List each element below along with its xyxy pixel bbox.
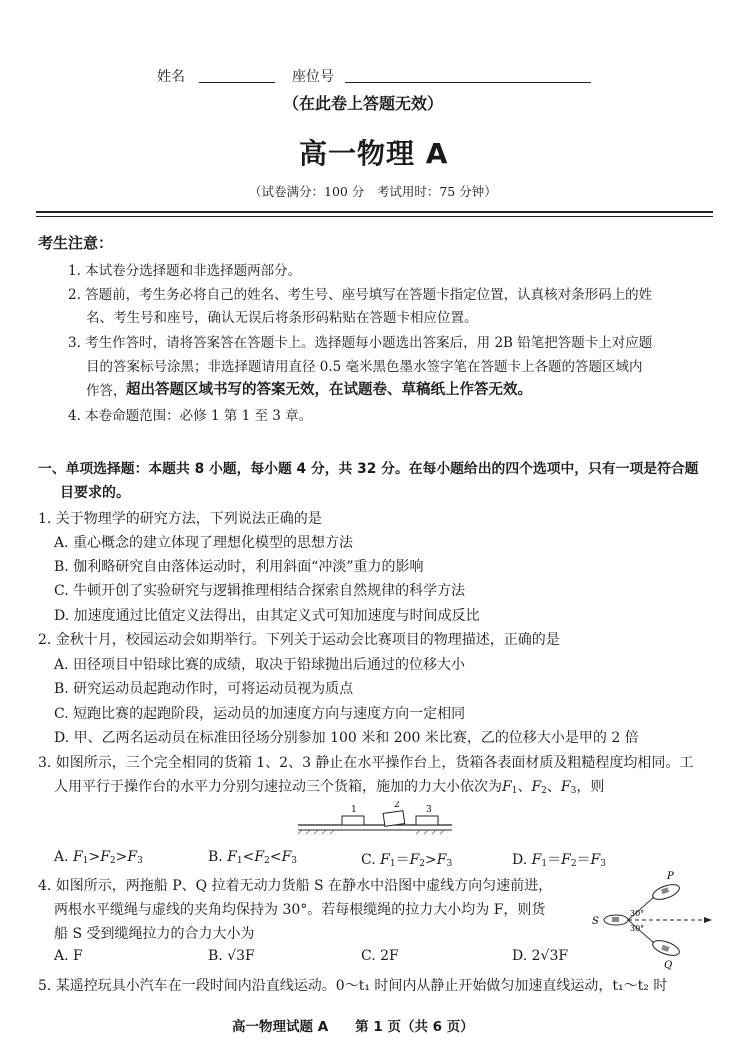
q2-option-a: A. 田径项目中铅球比赛的成绩，取决于铅球抛出后通过的位移大小 — [54, 657, 466, 673]
no-answer-notice: （在此卷上答题无效） — [283, 94, 444, 113]
note-2: 2. 答题前，考生务必将自己的姓名、考生号、座号填写在答题卡指定位置，认真核对条形码上的姓 — [68, 287, 653, 303]
q1-stem: 1. 关于物理学的研究方法，下列说法正确的是 — [38, 511, 322, 527]
q1-option-a: A. 重心概念的建立体现了理想化模型的思想方法 — [54, 535, 354, 551]
note-1: 1. 本试卷分选择题和非选择题两部分。 — [68, 263, 302, 279]
q3-option-c: C. $F_1=F_2>F_3$ — [361, 852, 453, 869]
boat-label-p: P — [667, 871, 674, 882]
angle-label-bottom: 30° — [630, 924, 645, 933]
crate-label-2: 2 — [394, 801, 400, 810]
q3-stem: 3. 如图所示，三个完全相同的货箱 1、2、3 静止在水平操作台上，货箱各表面材质及粗糙程度均相同。工 — [38, 755, 694, 771]
q4-stem: 4. 如图所示，两拖船 P、Q 拉着无动力货船 S 在静水中沿图中虚线方向匀速前进， — [38, 878, 553, 894]
name-field[interactable] — [199, 82, 275, 83]
q5-stem: 5. 某遥控玩具小汽车在一段时间内沿直线运动。0～t₁ 时间内从静止开始做匀加速直线运动，t₁～t₂ 时 — [38, 978, 668, 994]
q4-option-c: C. 2F — [361, 948, 399, 964]
boat-label-q: Q — [664, 960, 673, 970]
q3-option-b: B. $F_1<F_2<F_3$ — [208, 849, 298, 866]
seat-label: 座位号 — [292, 69, 334, 85]
note-3-cont2: 作答， — [86, 383, 127, 399]
q2-option-d: D. 甲、乙两名运动员在标准田径场分别参加 100 米和 200 米比赛，乙的位移大小是甲的 2 倍 — [54, 730, 639, 746]
q3-option-d: D. $F_1=F_2=F_3$ — [512, 852, 606, 869]
header-rule-thin — [36, 216, 713, 217]
page-title: 高一物理 A — [299, 137, 449, 170]
q4-option-b: B. √3F — [208, 948, 255, 964]
note-3-cont: 目的答案标号涂黑；非选择题请用直径 0.5 毫米黑色墨水签字笔在答题卡上各题的答题区域内 — [86, 359, 643, 375]
q4-stem-cont: 两根水平缆绳与虚线的夹角均保持为 30°。若每根缆绳的拉力大小均为 F，则货 — [54, 902, 546, 918]
page-footer: 高一物理试题 A 第 1 页（共 6 页） — [232, 1019, 474, 1035]
name-label: 姓名 — [157, 69, 185, 85]
q1-option-d: D. 加速度通过比值定义法得出，由其定义式可知加速度与时间成反比 — [54, 608, 480, 624]
q4-option-a: A. F — [54, 948, 83, 964]
q4-stem-cont2: 船 S 受到缆绳拉力的合力大小为 — [54, 926, 255, 942]
header-rule-thick — [36, 211, 713, 213]
q2-stem: 2. 金秋十月，校园运动会如期举行。下列关于运动会比赛项目的物理描述，正确的是 — [38, 632, 560, 648]
angle-label-top: 30° — [630, 909, 645, 918]
crate-label-1: 1 — [351, 805, 357, 815]
q4-option-d: D. 2√3F — [512, 948, 569, 964]
q1-option-b: B. 伽利略研究自由落体运动时，利用斜面“冲淡”重力的影响 — [54, 559, 424, 575]
exam-info: （试卷满分：100 分 考试用时：75 分钟） — [249, 184, 497, 199]
seat-field[interactable] — [345, 82, 591, 83]
q2-option-c: C. 短跑比赛的起跑阶段，运动员的加速度方向与速度方向一定相同 — [54, 706, 466, 722]
section1-heading: 一、单项选择题：本题共 8 小题，每小题 4 分，共 32 分。在每小题给出的四个选项中，只有一项是符合题 — [38, 461, 699, 477]
q3-stem-cont: 人用平行于操作台的水平力分别匀速拉动三个货箱，施加的力大小依次为$F_1$、$F_2$、$F_3$，则 — [54, 779, 605, 796]
note-2-cont: 名、考生号和座号，确认无误后将条形码粘贴在答题卡相应位置。 — [86, 310, 478, 326]
q2-option-b: B. 研究运动员起跑动作时，可将运动员视为质点 — [54, 681, 354, 697]
tugboat-figure — [588, 870, 714, 970]
notes-heading: 考生注意： — [38, 234, 114, 252]
crate-label-3: 3 — [426, 805, 432, 815]
q3-option-a: A. $F_1>F_2>F_3$ — [54, 849, 143, 866]
crates-figure — [290, 801, 460, 839]
note-4: 4. 本卷命题范围：必修 1 第 1 至 3 章。 — [68, 408, 313, 424]
section1-heading-cont: 目要求的。 — [60, 485, 130, 501]
q1-option-c: C. 牛顿开创了实验研究与逻辑推理相结合探索自然规律的科学方法 — [54, 583, 466, 599]
note-3: 3. 考生作答时，请将答案答在答题卡上。选择题每小题选出答案后，用 2B 铅笔把答题卡上对应题 — [68, 335, 653, 351]
boat-label-s: S — [592, 916, 599, 927]
note-3-emphasis: 超出答题区域书写的答案无效，在试题卷、草稿纸上作答无效。 — [126, 382, 532, 398]
